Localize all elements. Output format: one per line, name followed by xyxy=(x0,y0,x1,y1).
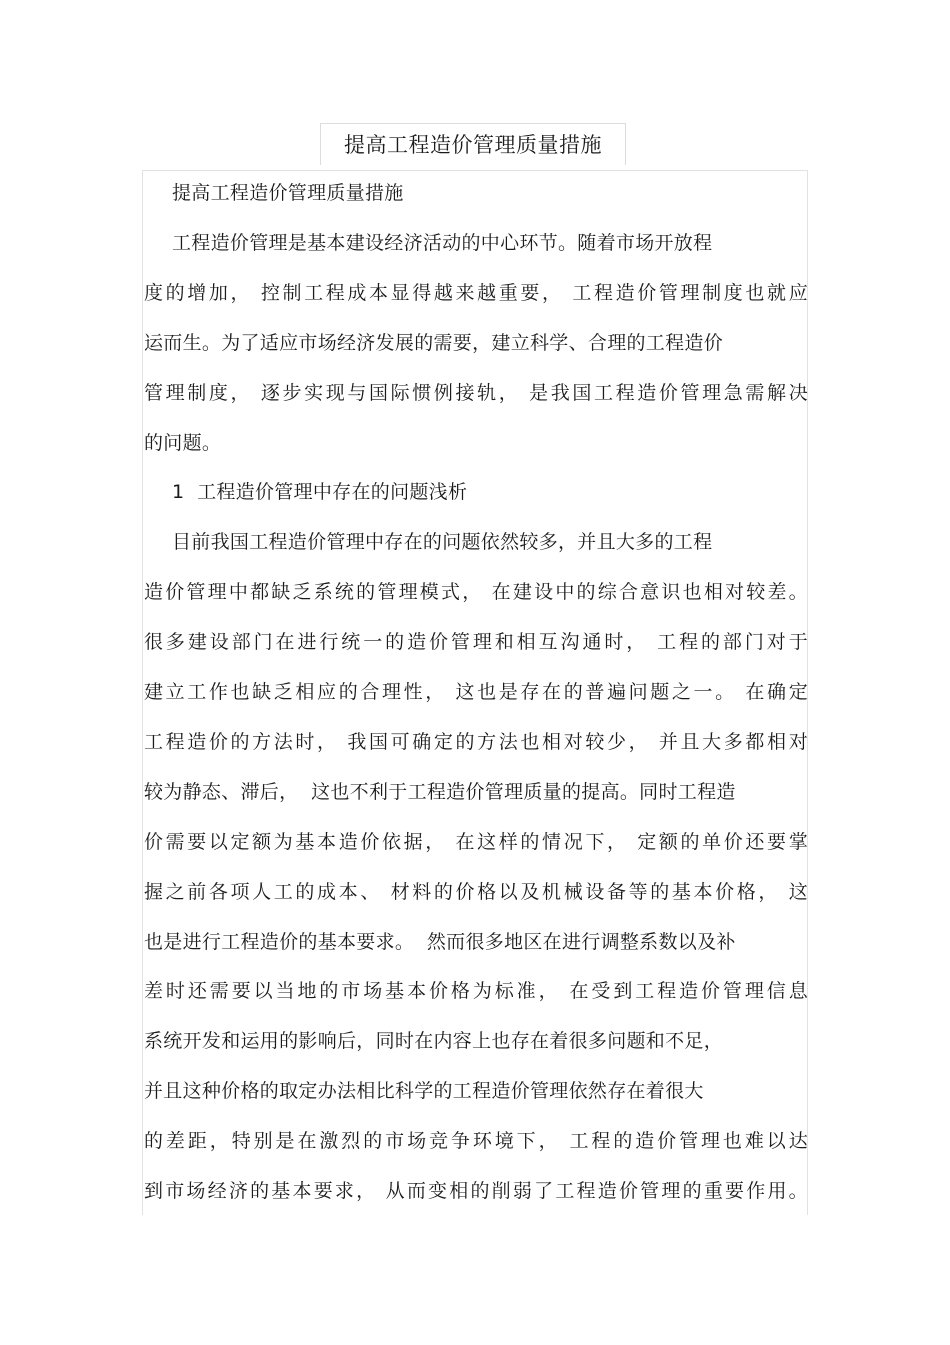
paragraph-line: 价需要以定额为基本造价依据， 在这样的情况下， 定额的单价还要掌 xyxy=(144,830,808,853)
paragraph-line: 的问题。 xyxy=(144,431,222,454)
paragraph-line: 差时还需要以当地的市场基本价格为标准， 在受到工程造价管理信息 xyxy=(144,980,808,1003)
body-heading: 提高工程造价管理质量措施 xyxy=(172,182,404,204)
paragraph-line: 建立工作也缺乏相应的合理性， 这也是存在的普遍问题之一。 在确定 xyxy=(144,681,808,703)
paragraph-line: 很多建设部门在进行统一的造价管理和相互沟通时， 工程的部门对于 xyxy=(144,631,808,654)
paragraph-line: 目前我国工程造价管理中存在的问题依然较多，并且大多的工程 xyxy=(172,531,713,554)
paragraph-line: 到市场经济的基本要求， 从而变相的削弱了工程造价管理的重要作用。 xyxy=(144,1180,808,1202)
paragraph-line: 系统开发和运用的影响后，同时在内容上也存在着很多问题和不足， xyxy=(144,1030,724,1053)
paragraph-line: 管理制度， 逐步实现与国际惯例接轨， 是我国工程造价管理急需解决 xyxy=(144,381,808,404)
paragraph-line: 工程造价的方法时， 我国可确定的方法也相对较少， 并且大多都相对 xyxy=(144,730,808,753)
paragraph-line: 造价管理中都缺乏系统的管理模式， 在建设中的综合意识也相对较差。 xyxy=(144,581,808,604)
paragraph-line: 的差距，特别是在激烈的市场竞争环境下， 工程的造价管理也难以达 xyxy=(144,1130,808,1153)
paragraph-line: 并且这种价格的取定办法相比科学的工程造价管理依然存在着很大 xyxy=(144,1080,704,1103)
paragraph-line: 运而生。为了适应市场经济发展的需要，建立科学、合理的工程造价 xyxy=(144,331,724,354)
paragraph-line: 握之前各项人工的成本、 材料的价格以及机械设备等的基本价格， 这 xyxy=(144,880,808,903)
paragraph-line: 度的增加， 控制工程成本显得越来越重要， 工程造价管理制度也就应 xyxy=(144,281,808,304)
section-heading: 1 工程造价管理中存在的问题浅析 xyxy=(172,481,468,504)
paragraph-line: 较为静态、滞后， 这也不利于工程造价管理质量的提高。同时工程造 xyxy=(144,780,736,803)
paragraph-line: 工程造价管理是基本建设经济活动的中心环节。随着市场开放程 xyxy=(172,231,713,254)
document-title: 提高工程造价管理质量措施 xyxy=(344,133,602,157)
paragraph-line: 也是进行工程造价的基本要求。 然而很多地区在进行调整系数以及补 xyxy=(144,930,736,953)
